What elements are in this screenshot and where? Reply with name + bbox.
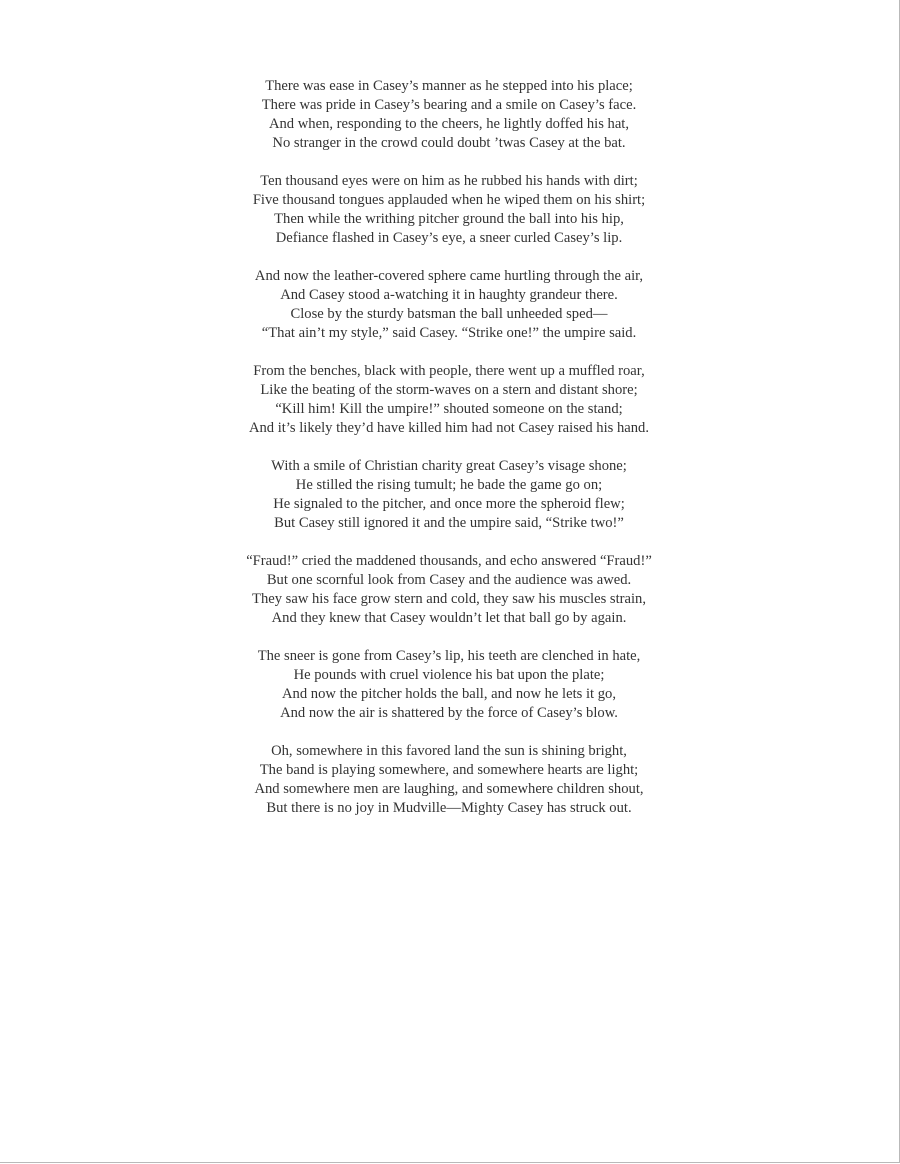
poem-line: But Casey still ignored it and the umpire said, “Strike two!” bbox=[274, 515, 624, 531]
poem-line: And when, responding to the cheers, he lightly doffed his hat, bbox=[268, 116, 630, 132]
poem-line: “Kill him! Kill the umpire!” shouted someone on the stand; bbox=[275, 401, 623, 417]
poem-line: Then while the writhing pitcher ground the ball into his hip, bbox=[274, 211, 624, 227]
stanza-7 bbox=[0, 647, 898, 723]
poem-line: “Fraud!” cried the maddened thousands, and echo answered “Fraud!” bbox=[246, 553, 652, 569]
poem-line: And Casey stood a-watching it in haughty grandeur there. bbox=[280, 287, 618, 303]
poem-line: He stilled the rising tumult; he bade the game go on; bbox=[295, 477, 603, 493]
stanza-5 bbox=[0, 457, 898, 533]
poem-line: The sneer is gone from Casey’s lip, his teeth are clenched in hate, bbox=[257, 648, 641, 664]
poem-line: The band is playing somewhere, and somewhere hearts are light; bbox=[259, 762, 639, 778]
poem-line: And they knew that Casey wouldn’t let that ball go by again. bbox=[271, 610, 627, 626]
poem-line: No stranger in the crowd could doubt ’twas Casey at the bat. bbox=[272, 135, 626, 151]
poem-text bbox=[0, 77, 898, 837]
poem-line: And now the leather-covered sphere came hurtling through the air, bbox=[254, 268, 644, 284]
poem-line: He pounds with cruel violence his bat upon the plate; bbox=[293, 667, 605, 683]
poem-line: Like the beating of the storm-waves on a stern and distant shore; bbox=[260, 382, 638, 398]
poem-line: Five thousand tongues applauded when he wiped them on his shirt; bbox=[252, 192, 646, 208]
poem-line: There was ease in Casey’s manner as he stepped into his place; bbox=[265, 78, 633, 94]
poem-line: He signaled to the pitcher, and once more the spheroid flew; bbox=[273, 496, 625, 512]
stanza-1 bbox=[0, 77, 898, 153]
poem-line: Defiance flashed in Casey’s eye, a sneer curled Casey’s lip. bbox=[275, 230, 623, 246]
poem-line: But there is no joy in Mudville—Mighty Casey has struck out. bbox=[266, 800, 632, 816]
stanza-2 bbox=[0, 172, 898, 248]
stanza-4 bbox=[0, 362, 898, 438]
poem-line: They saw his face grow stern and cold, they saw his muscles strain, bbox=[252, 591, 646, 607]
poem-line: With a smile of Christian charity great Casey’s visage shone; bbox=[271, 458, 627, 474]
poem-line: “That ain’t my style,” said Casey. “Strike one!” the umpire said. bbox=[261, 325, 637, 341]
poem-line: And it’s likely they’d have killed him had not Casey raised his hand. bbox=[248, 420, 650, 436]
stanza-6 bbox=[0, 552, 898, 628]
poem-line: And now the pitcher holds the ball, and now he lets it go, bbox=[282, 686, 616, 702]
poem-line: And somewhere men are laughing, and somewhere children shout, bbox=[254, 781, 644, 797]
poem-line: There was pride in Casey’s bearing and a smile on Casey’s face. bbox=[261, 97, 637, 113]
poem-line: From the benches, black with people, there went up a muffled roar, bbox=[253, 363, 645, 379]
poem-line: But one scornful look from Casey and the audience was awed. bbox=[266, 572, 632, 588]
stanza-3 bbox=[0, 267, 898, 343]
poem-line: Close by the sturdy batsman the ball unheeded sped— bbox=[290, 306, 608, 322]
poem-line: And now the air is shattered by the force of Casey’s blow. bbox=[280, 705, 618, 721]
poem-line: Oh, somewhere in this favored land the sun is shining bright, bbox=[271, 743, 627, 759]
stanza-8 bbox=[0, 742, 898, 818]
poem-line: Ten thousand eyes were on him as he rubbed his hands with dirt; bbox=[260, 173, 638, 189]
